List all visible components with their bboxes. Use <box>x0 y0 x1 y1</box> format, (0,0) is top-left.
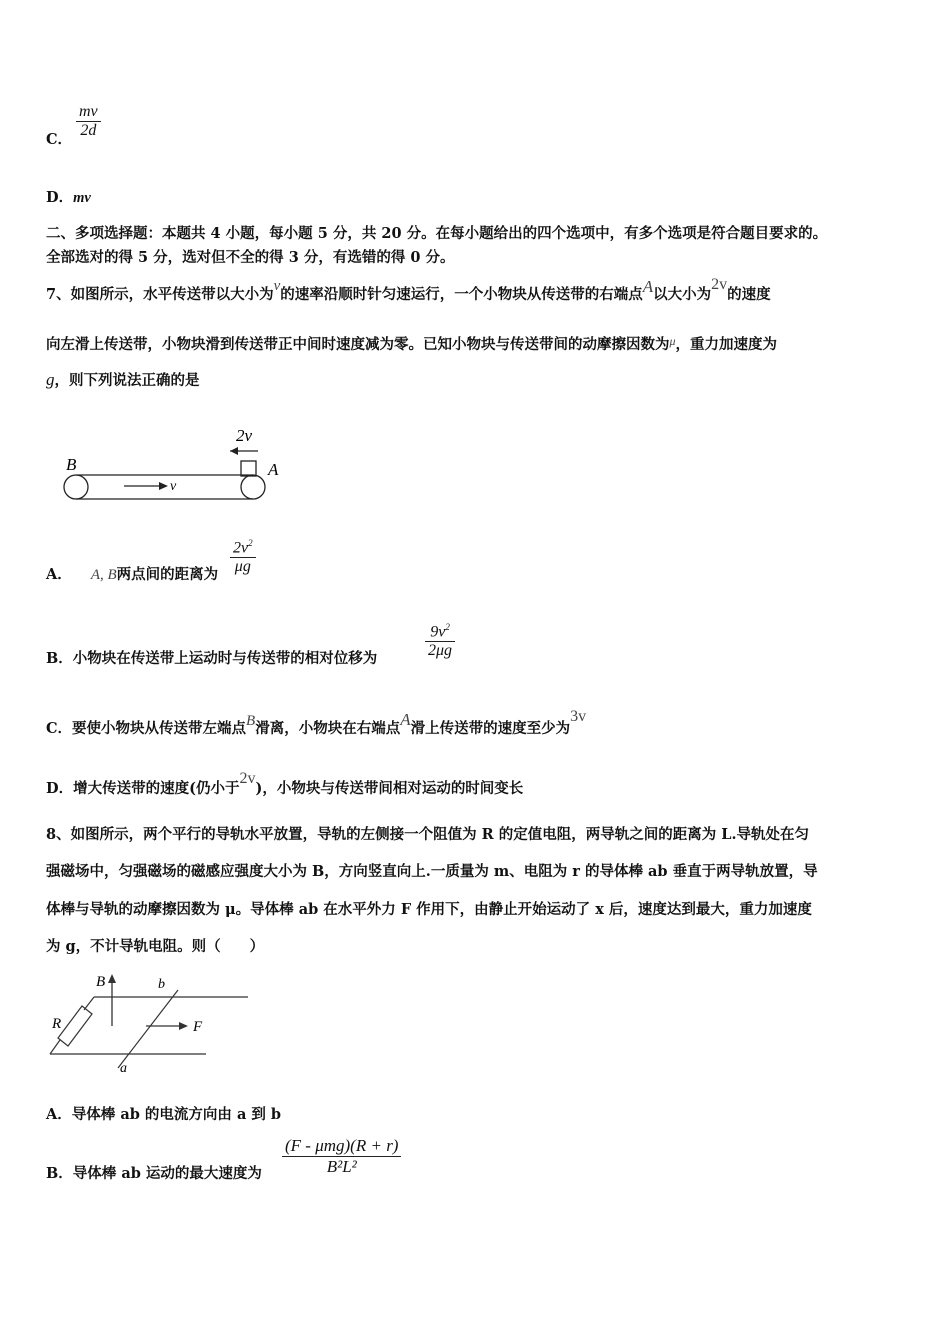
fraction-numerator: $2v^2$ <box>233 538 253 557</box>
q7-option-c-text-3: 滑上传送带的速度至少为 <box>410 720 571 737</box>
q7-option-d-text-2: )，小物块与传送带间相对运动的时间变长 <box>255 780 524 797</box>
figure-label-B: B <box>96 974 106 990</box>
q7-text-1b: 的速率沿顺时针匀速运行，一个小物块从传送带的右端点 <box>280 286 643 303</box>
fraction-denominator: μg <box>234 558 251 576</box>
fraction-numerator: mv <box>79 103 98 120</box>
q7-option-c-text-2: 滑离，小物块在右端点 <box>255 720 401 737</box>
q7-option-c <box>46 708 587 738</box>
q7-option-a-text: 两点间的距离为 <box>116 566 219 583</box>
force-arrow-head <box>179 1022 188 1030</box>
q8-option-b-text: 导体棒 ab 运动的最大速度为 <box>72 1165 262 1182</box>
q7-option-d-label: D． <box>46 780 74 797</box>
q7-option-d <box>46 770 524 798</box>
option-c-fraction <box>76 103 101 140</box>
fraction-numerator: $9v^2$ <box>430 622 450 641</box>
fraction-denominator: 2μg <box>428 642 453 660</box>
conveyor-belt-figure <box>58 420 288 510</box>
q7-g: g <box>46 370 55 389</box>
q7-option-b-fraction <box>425 622 455 660</box>
option-d-label: D． <box>46 189 74 206</box>
figure-label-2v: 2v <box>236 426 253 445</box>
figure-label-v: v <box>170 479 177 494</box>
q7-A: A <box>642 277 654 296</box>
figure-label-F: F <box>193 1019 203 1035</box>
q8-option-b-label: B． <box>46 1165 73 1182</box>
q8-option-b-fraction <box>282 1136 401 1177</box>
q7-option-b-text: 小物块在传送带上运动时与传送带的相对位移为 <box>72 650 378 667</box>
q7-option-c-A: A <box>400 710 411 729</box>
q7-option-a <box>46 563 218 584</box>
fraction-denominator: 2d <box>80 122 97 139</box>
option-c-label: C． <box>46 131 73 148</box>
q7-text-2a: 向左滑上传送带，小物块滑到传送带正中间时速度减为零。已知小物块与传送带间的动摩擦因数为 <box>46 336 670 353</box>
q7-mu: μ <box>669 334 676 348</box>
q7-v: v <box>273 278 281 294</box>
q7-line3 <box>46 369 200 390</box>
q7-text-1a: 7、如图所示，水平传送带以大小为 <box>46 286 274 303</box>
q7-text-2b: ，重力加速度为 <box>675 336 778 353</box>
section-title-line1: 二、多项选择题：本题共 4 小题，每小题 5 分，共 20 分。在每小题给出的四个选项中，有多个选项是符合题目要求的。 <box>46 225 828 242</box>
q7-line1 <box>46 276 771 304</box>
q7-option-d-2v: 2v <box>239 770 256 787</box>
q8-line4: 为 g，不计导轨电阻。则（ ） <box>46 938 265 955</box>
rails-figure <box>46 968 256 1076</box>
section-title-line2: 全部选对的得 5 分，选对但不全的得 3 分，有选错的得 0 分。 <box>46 249 455 266</box>
q7-text-1c: 以大小为 <box>653 286 712 303</box>
q7-option-a-label: A． <box>46 566 72 583</box>
figure-label-A: A <box>268 460 279 479</box>
q8-line2: 强磁场中，匀强磁场的磁感应强度大小为 B，方向竖直向上.一质量为 m、电阻为 r 的导体棒 ab 垂直于两导轨放置，导 <box>46 863 818 880</box>
q7-option-c-3v: 3v <box>570 708 587 725</box>
q8-option-a <box>46 1103 281 1124</box>
q8-option-b <box>46 1162 262 1183</box>
option-d <box>46 186 91 207</box>
figure-label-a: a <box>120 1061 127 1076</box>
option-d-text: mv <box>73 190 91 206</box>
q8-line1: 8、如图所示，两个平行的导轨水平放置，导轨的左侧接一个阻值为 R 的定值电阻，两导轨之间的距离为 L.导轨处在匀 <box>46 826 810 843</box>
field-arrow-head <box>108 974 116 983</box>
arrow-left-head <box>230 447 238 455</box>
left-roller <box>64 475 88 499</box>
figure-label-R: R <box>52 1016 62 1032</box>
q7-2v: 2v <box>711 276 728 293</box>
q8-line3: 体棒与导轨的动摩擦因数为 μ。导体棒 ab 在水平外力 F 作用下，由静止开始运动了 x 后，速度达到最大，重力加速度 <box>46 901 812 918</box>
q7-option-c-text-1: 要使小物块从传送带左端点 <box>72 720 247 737</box>
fraction-denominator: B²L² <box>326 1157 357 1176</box>
figure-label-b: b <box>158 977 165 992</box>
resistor-lead-bottom <box>50 1040 60 1054</box>
q7-option-b <box>46 647 377 668</box>
q7-text-3: ，则下列说法正确的是 <box>54 372 200 389</box>
q7-option-c-B: B <box>246 713 256 729</box>
right-roller <box>241 475 265 499</box>
q7-option-a-fraction <box>230 538 256 576</box>
q7-option-c-label: C． <box>46 720 73 737</box>
q7-option-a-math: A, B <box>90 567 117 583</box>
q7-text-1d: 的速度 <box>727 286 771 303</box>
q7-line2 <box>46 333 777 354</box>
fraction-numerator: (F - μmg)(R + r) <box>285 1136 399 1155</box>
arrow-right-head <box>159 482 168 490</box>
conductor-rod <box>118 990 178 1068</box>
q7-option-b-label: B． <box>46 650 73 667</box>
figure-label-B: B <box>66 455 77 474</box>
q8-option-a-label: A． <box>46 1106 72 1123</box>
block <box>241 461 256 476</box>
q8-option-a-text: 导体棒 ab 的电流方向由 a 到 b <box>71 1106 282 1123</box>
resistor <box>58 1006 92 1046</box>
q7-option-d-text-1: 增大传送带的速度(仍小于 <box>73 780 240 797</box>
